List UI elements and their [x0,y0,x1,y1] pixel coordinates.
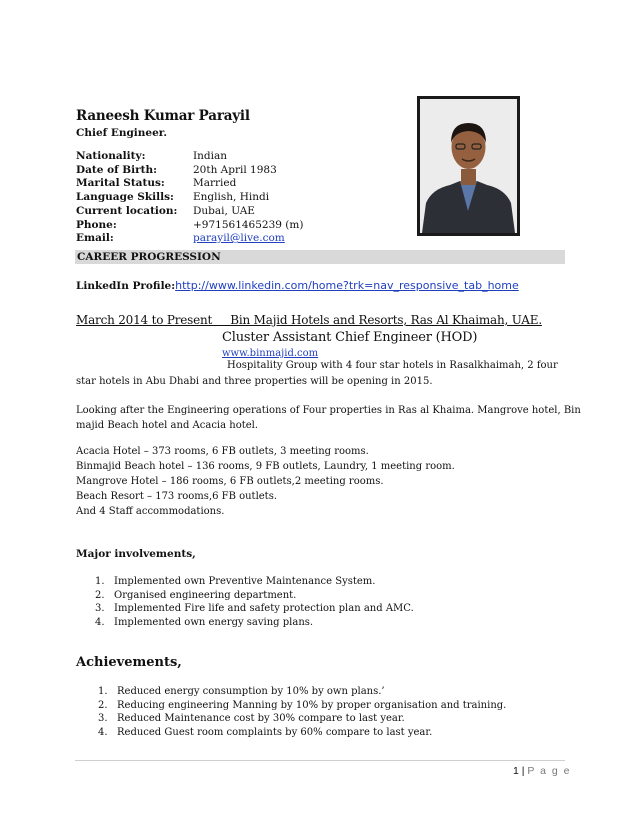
page-footer [513,765,571,777]
achievements-heading: Achievements, [76,655,182,670]
involvements-heading: Major involvements, [76,548,196,560]
property-line: Mangrove Hotel – 186 rooms, 6 FB outlets,2 meeting rooms. [76,476,384,487]
job-description-line: star hotels in Abu Dhabi and three properties will be opening in 2015. [76,376,433,387]
linkedin-label: LinkedIn Profile: [76,280,176,292]
property-line: Binmajid Beach hotel – 136 rooms, 9 FB outlets, Laundry, 1 meeting room. [76,461,455,472]
operations-line: majid Beach hotel and Acacia hotel. [76,420,259,431]
detail-value: +971561465239 (m) [193,218,304,231]
job-position: Cluster Assistant Chief Engineer (HOD) [222,330,478,345]
detail-row [76,164,303,178]
detail-label: Marital Status: [76,177,165,190]
detail-label: Language Skills: [76,191,174,204]
involvements-list [95,575,414,629]
person-silhouette-icon [420,99,517,233]
page-separator: | [518,765,528,777]
list-item: 2. Organised engineering department. [95,589,297,601]
list-item: 4. Reduced Guest room complaints by 60% compare to last year. [98,726,433,738]
job-description-line: Hospitality Group with 4 four star hotels in Rasalkhaimah, 2 four [227,360,558,371]
detail-value: English, Hindi [193,191,270,204]
detail-row [76,205,303,219]
job-period-company: March 2014 to Present Bin Majid Hotels and Resorts, Ras Al Khaimah, UAE. [76,313,542,327]
linkedin-link[interactable]: http://www.linkedin.com/home?trk=nav_responsive_tab_home [175,279,519,292]
candidate-title: Chief Engineer. [76,127,168,139]
detail-value: Married [193,177,237,190]
linkedin-row [76,279,519,292]
list-item: 1. Reduced energy consumption by 10% by own plans.’ [98,686,385,697]
list-item: 4. Implemented own energy saving plans. [95,616,314,628]
list-item: 1. Implemented own Preventive Maintenance System. [95,576,376,587]
detail-label: Email: [76,232,114,245]
list-item: 3. Implemented Fire life and safety protection plan and AMC. [95,603,414,614]
personal-details-table [76,150,303,246]
career-section-heading: CAREER PROGRESSION [75,250,565,264]
detail-row [76,177,303,191]
company-website-link[interactable]: www.binmajid.com [222,348,319,359]
detail-row [76,191,303,205]
list-item: 2. Reducing engineering Manning by 10% by proper organisation and training. [98,699,507,711]
detail-label: Current location: [76,204,178,217]
detail-row [76,150,303,164]
achievements-list [98,685,506,739]
email-link[interactable]: parayil@live.com [193,232,285,245]
list-item: 3. Reduced Maintenance cost by 30% compare to last year. [98,713,405,724]
property-line: And 4 Staff accommodations. [76,506,225,517]
detail-value: 20th April 1983 [193,163,277,176]
property-line: Beach Resort – 173 rooms,6 FB outlets. [76,491,278,502]
property-line: Acacia Hotel – 373 rooms, 6 FB outlets, 3 meeting rooms. [76,446,369,457]
footer-divider [75,760,565,761]
operations-line: Looking after the Engineering operations of Four properties in Ras al Khaima. Mangrove hotel, Bin [76,405,581,416]
profile-photo [417,96,520,236]
detail-label: Nationality: [76,150,146,162]
detail-row [76,219,303,233]
candidate-name: Raneesh Kumar Parayil [76,108,250,124]
page-label: P a g e [527,765,571,777]
detail-label: Date of Birth: [76,163,158,176]
page-number: 1 [513,765,519,777]
detail-value: Indian [193,150,228,162]
detail-value: Dubai, UAE [193,204,255,217]
detail-row [76,232,303,246]
detail-label: Phone: [76,218,117,231]
